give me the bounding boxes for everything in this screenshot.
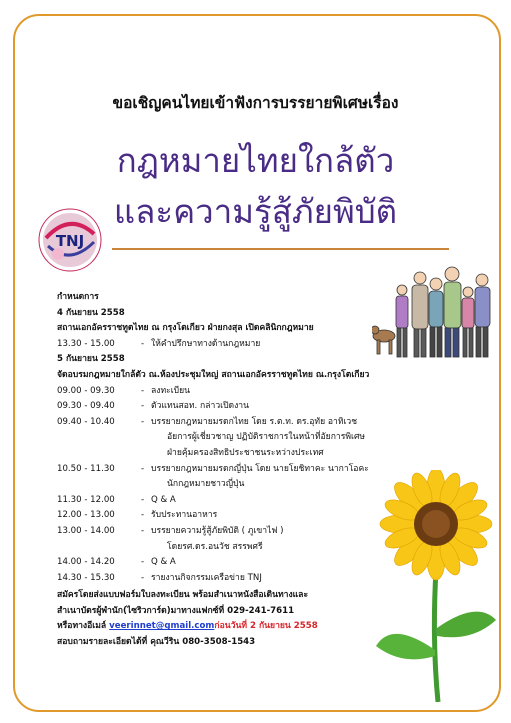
day1-venue: สถานเอกอัครราชทูตไทย ณ กรุงโตเกียว ฝ่ายกงสุล เปิดคลินิกกฎหมาย bbox=[57, 323, 314, 334]
row-dash: - bbox=[141, 494, 145, 505]
row-time: 14.00 - 14.20 bbox=[57, 557, 115, 568]
schedule-heading: กำหนดการ bbox=[57, 292, 99, 302]
day2-date: 5 กันยายน 2558 bbox=[57, 354, 125, 365]
footer-line-1: สมัครโดยส่งแบบฟอร์มใบลงทะเบียน พร้อมสำเนาหนังสือเดินทางและ bbox=[57, 590, 309, 601]
row-text: บรรยายกฎหมายมรดกญี่ปุ่น โดย นายโยชิทาคะ นากาโอคะ bbox=[151, 463, 369, 474]
schedule-row bbox=[57, 462, 457, 478]
row-time: 13.00 - 14.00 bbox=[57, 525, 115, 536]
row-continuation: โดยรศ.ดร.อนวัช สรรพศรี bbox=[167, 541, 263, 552]
row-text: ลงทะเบียน bbox=[151, 385, 191, 396]
schedule-row bbox=[57, 415, 457, 431]
row-time: 09.40 - 10.40 bbox=[57, 416, 115, 427]
schedule-row bbox=[57, 524, 457, 540]
row-time: 13.30 - 15.00 bbox=[57, 338, 115, 349]
row-dash: - bbox=[141, 416, 145, 427]
footer-line-4: สอบถามรายละเอียดได้ที่ คุณวีริน 080-3508-1543 bbox=[57, 637, 256, 648]
day2-venue: จัดอบรมกฎหมายใกล้ตัว ณ.ห้องประชุมใหญ่ สถานเอกอัครราชทูตไทย ณ.กรุงโตเกียว bbox=[57, 369, 370, 380]
day1-date: 4 กันยายน 2558 bbox=[57, 307, 125, 318]
day2-rows bbox=[57, 384, 457, 587]
invitation-heading: ขอเชิญคนไทยเข้าฟังการบรรยายพิเศษเรื่อง bbox=[112, 94, 399, 112]
schedule-row bbox=[57, 399, 457, 415]
row-time: 12.00 - 13.00 bbox=[57, 510, 115, 521]
footer-email-prefix: หรือทางอีเมล์ bbox=[57, 621, 110, 632]
row-time: 09.30 - 09.40 bbox=[57, 401, 115, 412]
schedule-row bbox=[57, 384, 457, 400]
row-text: บรรยายกฎหมายมรดกไทย โดย ร.ต.ท. ดร.อุทัย อาทิเวช bbox=[151, 416, 358, 427]
schedule-row bbox=[57, 337, 457, 353]
row-dash: - bbox=[141, 338, 145, 349]
row-text: บรรยายความรู้สู้ภัยพิบัติ ( ภูเขาไฟ ) bbox=[151, 525, 284, 536]
row-time: 09.00 - 09.30 bbox=[57, 385, 115, 396]
row-continuation: ฝ่ายคุ้มครองสิทธิประชาชนระหว่างประเทศ bbox=[167, 447, 324, 458]
row-time: 11.30 - 12.00 bbox=[57, 494, 115, 505]
row-dash: - bbox=[141, 510, 145, 521]
tnj-logo bbox=[38, 208, 102, 272]
email-link[interactable]: veerinnet@gmail.com bbox=[109, 621, 215, 632]
row-time: 14.30 - 15.30 bbox=[57, 572, 115, 583]
row-text: Q & A bbox=[151, 557, 176, 568]
row-time: 10.50 - 11.30 bbox=[57, 463, 115, 474]
row-dash: - bbox=[141, 572, 145, 583]
row-text: ให้คำปรึกษาทางด้านกฎหมาย bbox=[151, 338, 261, 349]
footer-line-3 bbox=[57, 619, 457, 635]
logo-text: TNJ bbox=[55, 232, 85, 250]
footer-line-2: สำเนาบัตรผู้พำนัก(ไซริวการ์ด)มาทางแฟกซ์ที่ 029-241-7611 bbox=[57, 605, 295, 616]
deadline-text: ก่อนวันที่ 2 กันยายน 2558 bbox=[214, 621, 318, 632]
row-dash: - bbox=[141, 401, 145, 412]
row-text: รายงานกิจกรรมเครือข่าย TNJ bbox=[151, 572, 262, 583]
row-dash: - bbox=[141, 557, 145, 568]
row-text: ตัวแทนสอท. กล่าวเปิดงาน bbox=[151, 401, 250, 412]
row-dash: - bbox=[141, 525, 145, 536]
schedule-row bbox=[57, 571, 457, 587]
row-dash: - bbox=[141, 385, 145, 396]
title-line-1: กฎหมายไทยใกล้ตัว bbox=[116, 141, 395, 180]
row-continuation: นักกฎหมายชาวญี่ปุ่น bbox=[167, 479, 245, 490]
schedule-row bbox=[57, 508, 457, 524]
schedule-row bbox=[57, 493, 457, 509]
row-text: Q & A bbox=[151, 494, 176, 505]
title-line-2: และความรู้สู้ภัยพิบัติ bbox=[113, 192, 398, 231]
row-dash: - bbox=[141, 463, 145, 474]
schedule-row bbox=[57, 555, 457, 571]
row-continuation: อัยการผู้เชี่ยวชาญ ปฏิบัติราชการในหน้าที่อัยการพิเศษ bbox=[167, 432, 366, 443]
title-divider bbox=[112, 248, 449, 250]
row-text: รับประทานอาหาร bbox=[151, 510, 218, 521]
schedule bbox=[57, 290, 457, 651]
